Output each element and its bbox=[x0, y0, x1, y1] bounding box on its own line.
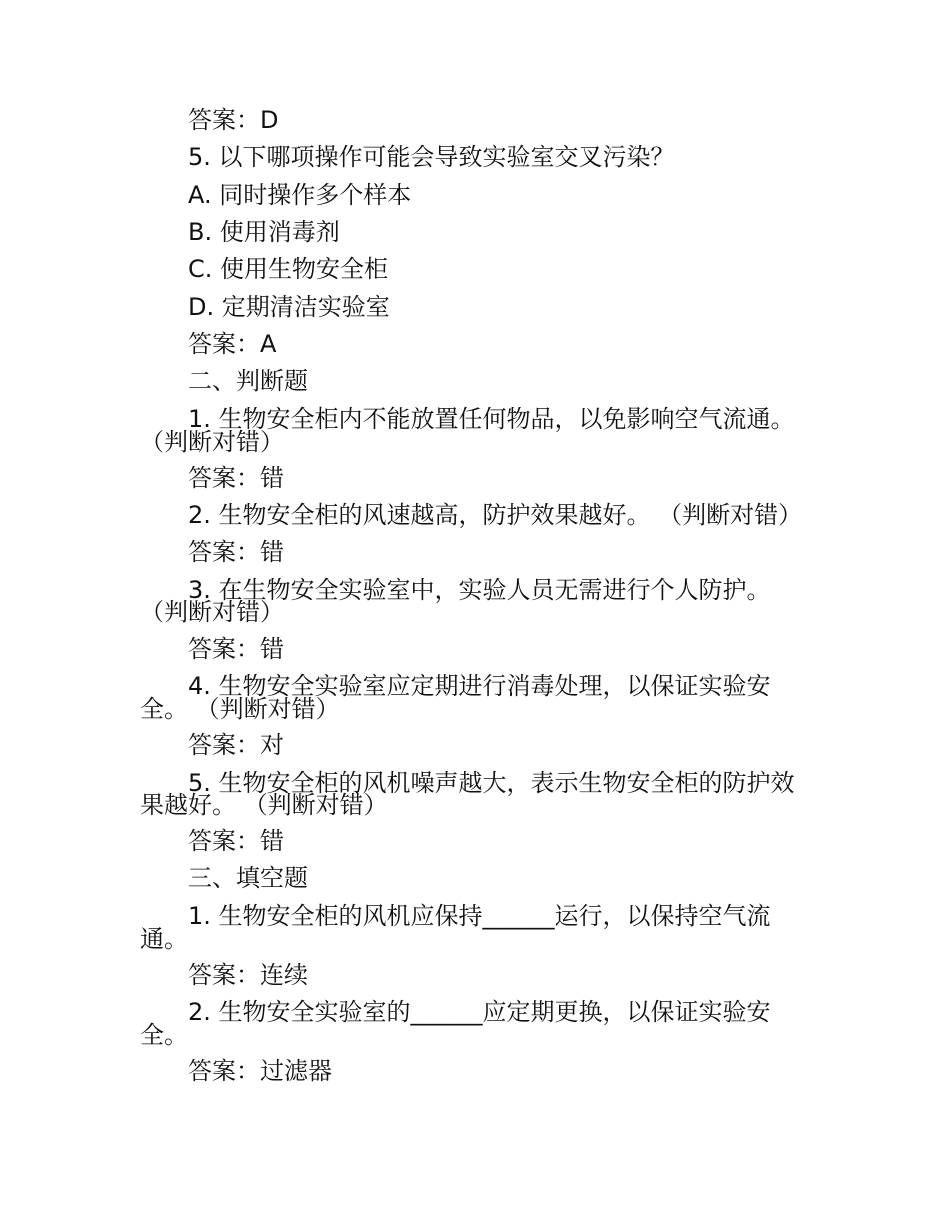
question-line-continued: 全。 bbox=[140, 1021, 188, 1049]
question-line-continued: 果越好。 （判断对错） bbox=[140, 791, 388, 819]
question-line: 5. 生物安全柜的风机噪声越大，表示生物安全柜的防护效 bbox=[188, 769, 795, 797]
answer-line: 答案：对 bbox=[188, 731, 284, 759]
answer-line: 答案：错 bbox=[188, 827, 284, 855]
question-line-continued: （判断对错） bbox=[140, 428, 284, 456]
answer-line: 答案：过滤器 bbox=[188, 1057, 332, 1085]
question-line-continued: 通。 bbox=[140, 925, 188, 953]
option-line: C. 使用生物安全柜 bbox=[188, 255, 389, 283]
option-line: A. 同时操作多个样本 bbox=[188, 181, 412, 209]
option-line: B. 使用消毒剂 bbox=[188, 218, 340, 246]
question-line: 3. 在生物安全实验室中，实验人员无需进行个人防护。 bbox=[188, 576, 771, 604]
question-line: 2. 生物安全柜的风速越高，防护效果越好。 （判断对错） bbox=[188, 501, 803, 529]
section-heading: 三、填空题 bbox=[188, 864, 308, 892]
option-line: D. 定期清洁实验室 bbox=[188, 293, 390, 321]
question-line: 5. 以下哪项操作可能会导致实验室交叉污染？ bbox=[188, 143, 675, 171]
answer-line: 答案：A bbox=[188, 330, 277, 358]
section-heading: 二、判断题 bbox=[188, 367, 308, 395]
question-line: 2. 生物安全实验室的______应定期更换，以保证实验安 bbox=[188, 998, 771, 1026]
question-line-continued: （判断对错） bbox=[140, 598, 284, 626]
question-line: 1. 生物安全柜内不能放置任何物品，以免影响空气流通。 bbox=[188, 405, 795, 433]
answer-line: 答案：错 bbox=[188, 635, 284, 663]
question-line-continued: 全。 （判断对错） bbox=[140, 695, 340, 723]
answer-line: 答案：连续 bbox=[188, 961, 308, 989]
question-line: 1. 生物安全柜的风机应保持______运行，以保持空气流 bbox=[188, 902, 771, 930]
question-line: 4. 生物安全实验室应定期进行消毒处理，以保证实验安 bbox=[188, 672, 771, 700]
answer-line: 答案：错 bbox=[188, 538, 284, 566]
answer-line: 答案：D bbox=[188, 106, 279, 134]
answer-line: 答案：错 bbox=[188, 464, 284, 492]
